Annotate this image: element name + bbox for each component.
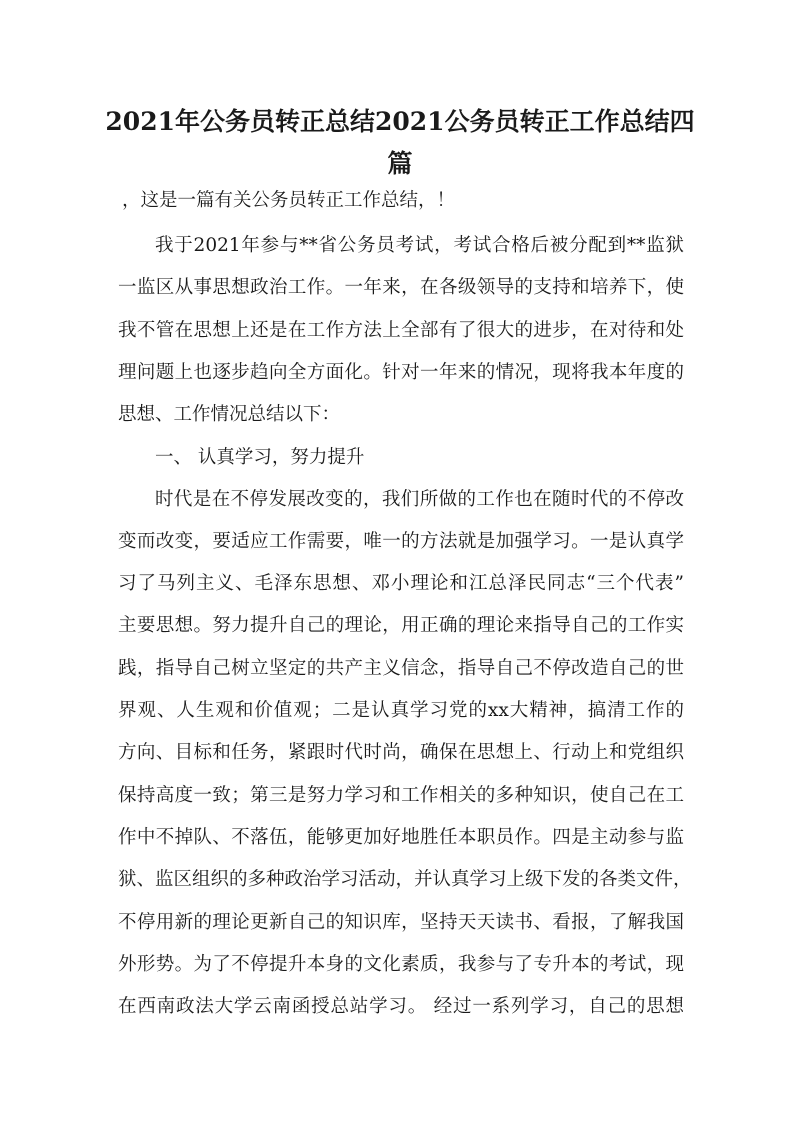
- paragraph-1-line: 思想、工作情况总结以下：: [118, 404, 341, 425]
- paragraph-2-line: 时代是在不停发展改变的，我们所做的工作也在随时代的不停改: [155, 489, 684, 510]
- section-heading: 一、 认真学习，努力提升: [155, 447, 365, 468]
- paragraph-2-line: 狱、监区组织的多种政治学习活动，并认真学习上级下发的各类文件，: [118, 869, 692, 890]
- paragraph-2-line: 保持高度一致；第三是努力学习和工作相关的多种知识，使自己在工: [118, 785, 684, 806]
- paragraph-2-line: 践，指导自己树立坚定的共产主义信念，指导自己不停改造自己的世: [118, 658, 684, 679]
- paragraph-2-line: 不停用新的理论更新自己的知识库，坚持天天读书、看报，了解我国: [118, 912, 684, 933]
- paragraph-2-line: 方向、目标和任务，紧跟时代时尚，确保在思想上、行动上和党组织: [118, 742, 684, 763]
- paragraph-2-line: 习了马列主义、毛泽东思想、邓小理论和江总泽民同志“三个代表”: [118, 573, 684, 594]
- paragraph-2-line: 变而改变，要适应工作需要，唯一的方法就是加强学习。一是认真学: [118, 531, 684, 552]
- paragraph-1-line: 理问题上也逐步趋向全方面化。针对一年来的情况，现将我本年度的: [118, 362, 684, 383]
- paragraph-1-line: 我于2021年参与**省公务员考试，考试合格后被分配到**监狱: [155, 235, 684, 256]
- intro-line: ，这是一篇有关公务员转正工作总结，！: [122, 190, 456, 211]
- paragraph-2-line: 外形势。为了不停提升本身的文化素质，我参与了专升本的考试，现: [118, 954, 684, 975]
- paragraph-2-line: 界观、人生观和价值观；二是认真学习党的xx大精神，搞清工作的: [118, 700, 684, 721]
- document-title-line-2: 篇: [387, 149, 413, 178]
- paragraph-2-line: 主要思想。努力提升自己的理论，用正确的理论来指导自己的工作实: [118, 615, 684, 636]
- paragraph-2-line: 作中不掉队、不落伍，能够更加好地胜任本职员作。四是主动参与监: [118, 827, 684, 848]
- paragraph-1-line: 我不管在思想上还是在工作方法上全部有了很大的进步，在对待和处: [118, 320, 684, 341]
- paragraph-1-line: 一监区从事思想政治工作。一年来，在各级领导的支持和培养下，使: [118, 277, 684, 298]
- document-title-line-1: 2021年公务员转正总结2021公务员转正工作总结四: [105, 107, 695, 136]
- paragraph-2-line: 在西南政法大学云南函授总站学习。 经过一系列学习，自己的思想: [118, 996, 684, 1017]
